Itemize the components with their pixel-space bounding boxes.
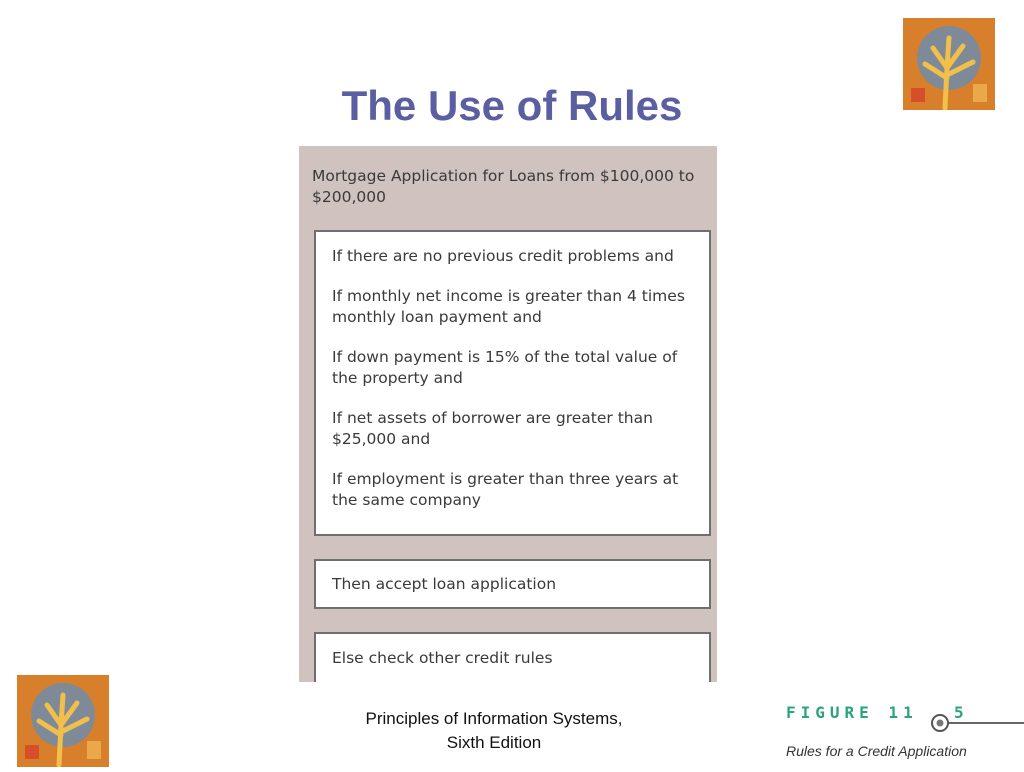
condition-item: If net assets of borrower are greater than $25,000 and: [332, 409, 653, 448]
figure-label-number: FIGURE 11: [786, 703, 918, 722]
footer-line-2: Sixth Edition: [446, 733, 542, 752]
tree-logo-icon: [17, 675, 109, 767]
footer-line-1: Principles of Information Systems,: [365, 709, 623, 728]
page-title: The Use of Rules: [341, 82, 683, 129]
condition-item: If monthly net income is greater than 4 times monthly loan payment and: [332, 287, 685, 326]
conditions-box: [314, 230, 711, 536]
condition-item: If employment is greater than three years at the same company: [332, 470, 679, 509]
figure-caption: Rules for a Credit Application: [786, 743, 967, 759]
rules-figure: [299, 146, 717, 682]
figure-label: [786, 703, 1024, 763]
else-box: Else check other credit rules: [314, 632, 711, 682]
figure-label-subnumber: 5: [954, 703, 969, 722]
then-box: Then accept loan application: [314, 559, 711, 609]
figure-header: Mortgage Application for Loans from $100,000 to $200,000: [312, 167, 695, 206]
footer-text: [294, 707, 694, 755]
condition-item: If down payment is 15% of the total value of the property and: [332, 348, 678, 387]
condition-item: If there are no previous credit problems and: [332, 247, 674, 265]
